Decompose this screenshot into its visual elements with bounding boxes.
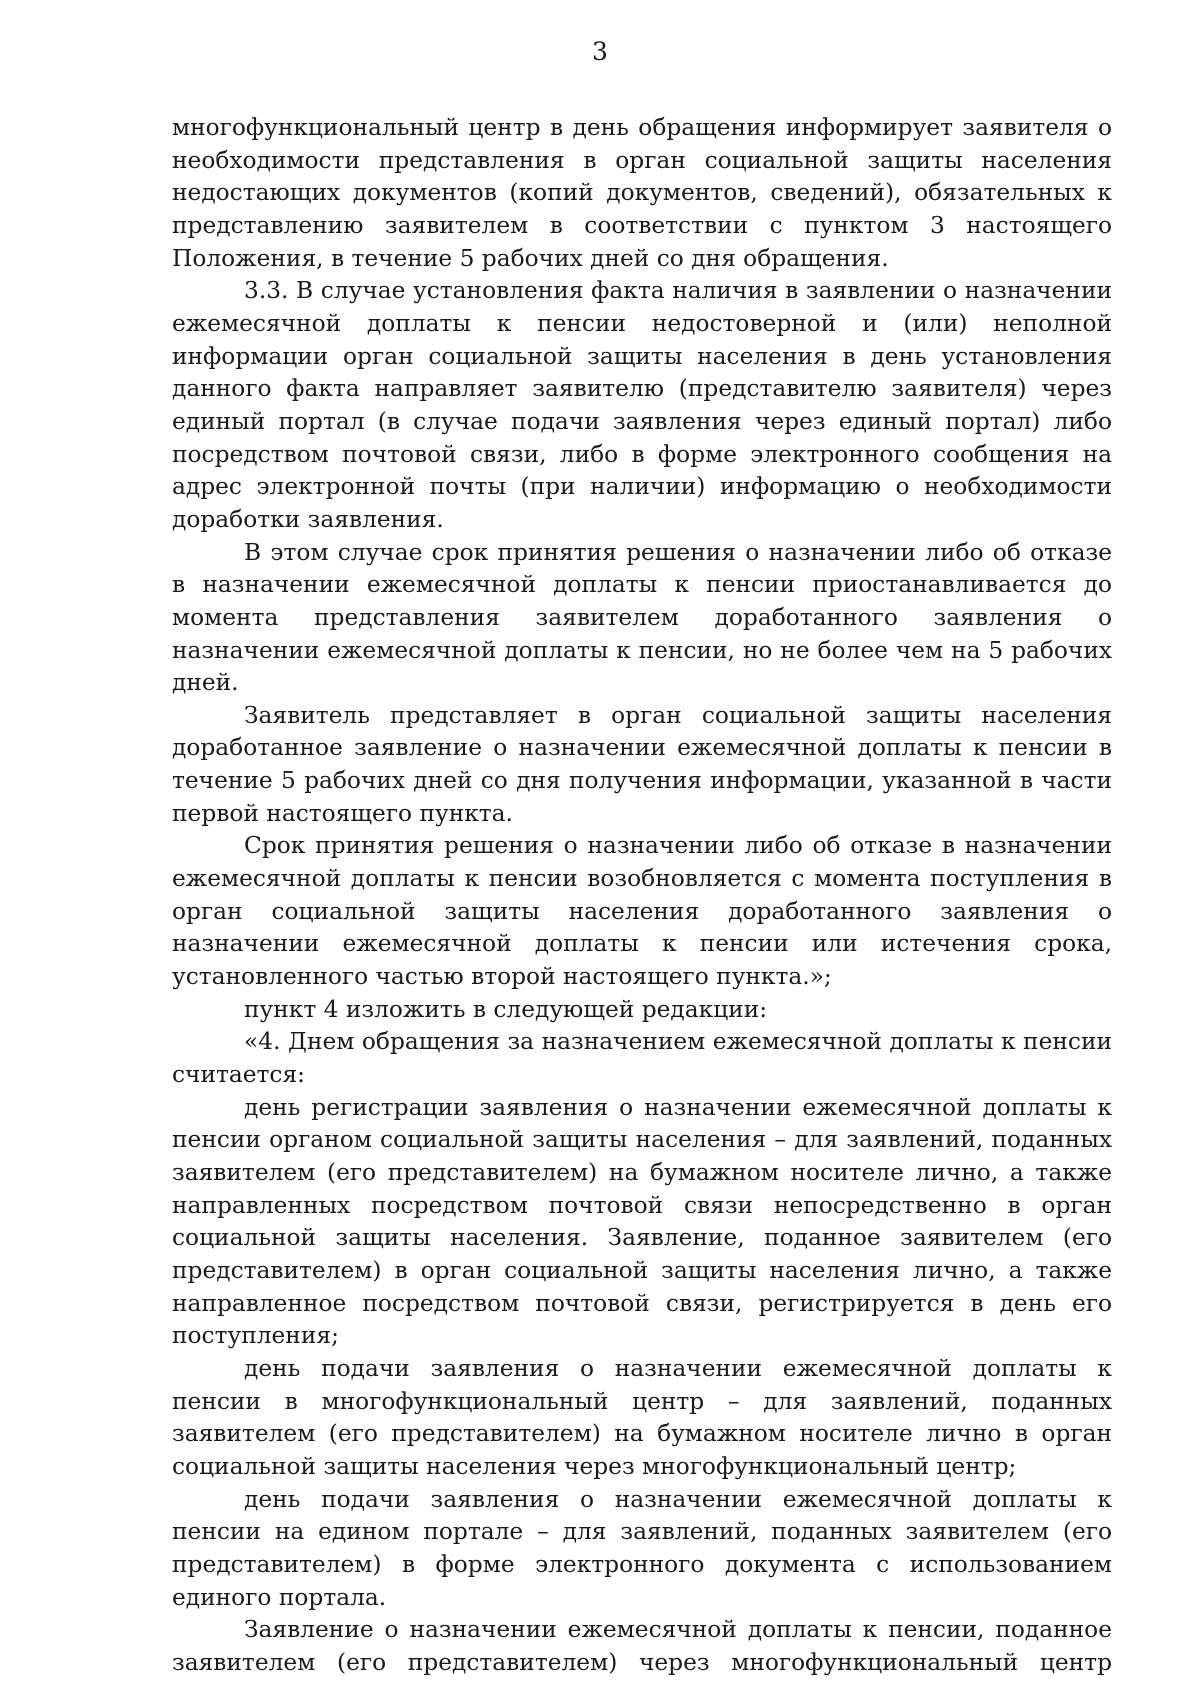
paragraph: день подачи заявления о назначении ежемесячной доплаты к пенсии в многофункциональный центр – для заявлений, поданных заявителем (его представителем) на бумажном носителе лично в орган социальной защиты населения через многофункциональный центр;: [172, 1354, 1112, 1480]
paragraph: день регистрации заявления о назначении ежемесячной доплаты к пенсии органом социальной защиты населения – для заявлений, поданных заявителем (его представителем) на бумажном носителе лично, а также направленных посредством почтовой связи непосредственно в орган социальной защиты населения. Заявление, поданное заявителем (его представителем) в орган социальной защиты населения лично, а также направленное посредством почтовой связи, регистрируется в день его поступления;: [172, 1093, 1112, 1350]
paragraph: Заявитель представляет в орган социальной защиты населения доработанное заявление о назначении ежемесячной доплаты к пенсии в течение 5 рабочих дней со дня получения информации, указанной в части первой настоящего пункта.: [172, 701, 1112, 827]
paragraph: 3.3. В случае установления факта наличия в заявлении о назначении ежемесячной доплаты к пенсии недостоверной и (или) неполной информации орган социальной защиты населения в день установления данного факта направляет заявителю (представителю заявителя) через единый портал (в случае подачи заявления через единый портал) либо посредством почтовой связи, либо в форме электронного сообщения на адрес электронной почты (при наличии) информацию о необходимости доработки заявления.: [172, 277, 1112, 533]
paragraph: В этом случае срок принятия решения о назначении либо об отказе в назначении ежемесячной доплаты к пенсии приостанавливается до момента представления заявителем доработанного заявления о назначении ежемесячной доплаты к пенсии, но не более чем на 5 рабочих дней.: [172, 538, 1112, 697]
paragraph: день подачи заявления о назначении ежемесячной доплаты к пенсии на едином портале – для заявлений, поданных заявителем (его представителем) в форме электронного документа с использованием единого портала.: [172, 1485, 1112, 1611]
page-number: 3: [592, 37, 608, 66]
paragraph: Срок принятия решения о назначении либо об отказе в назначении ежемесячной доплаты к пенсии возобновляется с момента поступления в орган социальной защиты населения доработанного заявления о назначении ежемесячной доплаты к пенсии или истечения срока, установленного частью второй настоящего пункта.»;: [172, 832, 1112, 991]
paragraph: пункт 4 изложить в следующей редакции:: [244, 995, 768, 1023]
paragraph: многофункциональный центр в день обращения информирует заявителя о необходимости представления в орган социальной защиты населения недостающих документов (копий документов, сведений), обязательных к представлению заявителем в соответствии с пунктом 3 настоящего Положения, в течение 5 рабочих дней со дня обращения.: [172, 114, 1112, 272]
paragraph: Заявление о назначении ежемесячной доплаты к пенсии, поданное заявителем (его представителем) через многофункциональный центр: [172, 1616, 1112, 1676]
paragraph: «4. Днем обращения за назначением ежемесячной доплаты к пенсии считается:: [172, 1028, 1112, 1089]
document-body: [172, 112, 1112, 1680]
